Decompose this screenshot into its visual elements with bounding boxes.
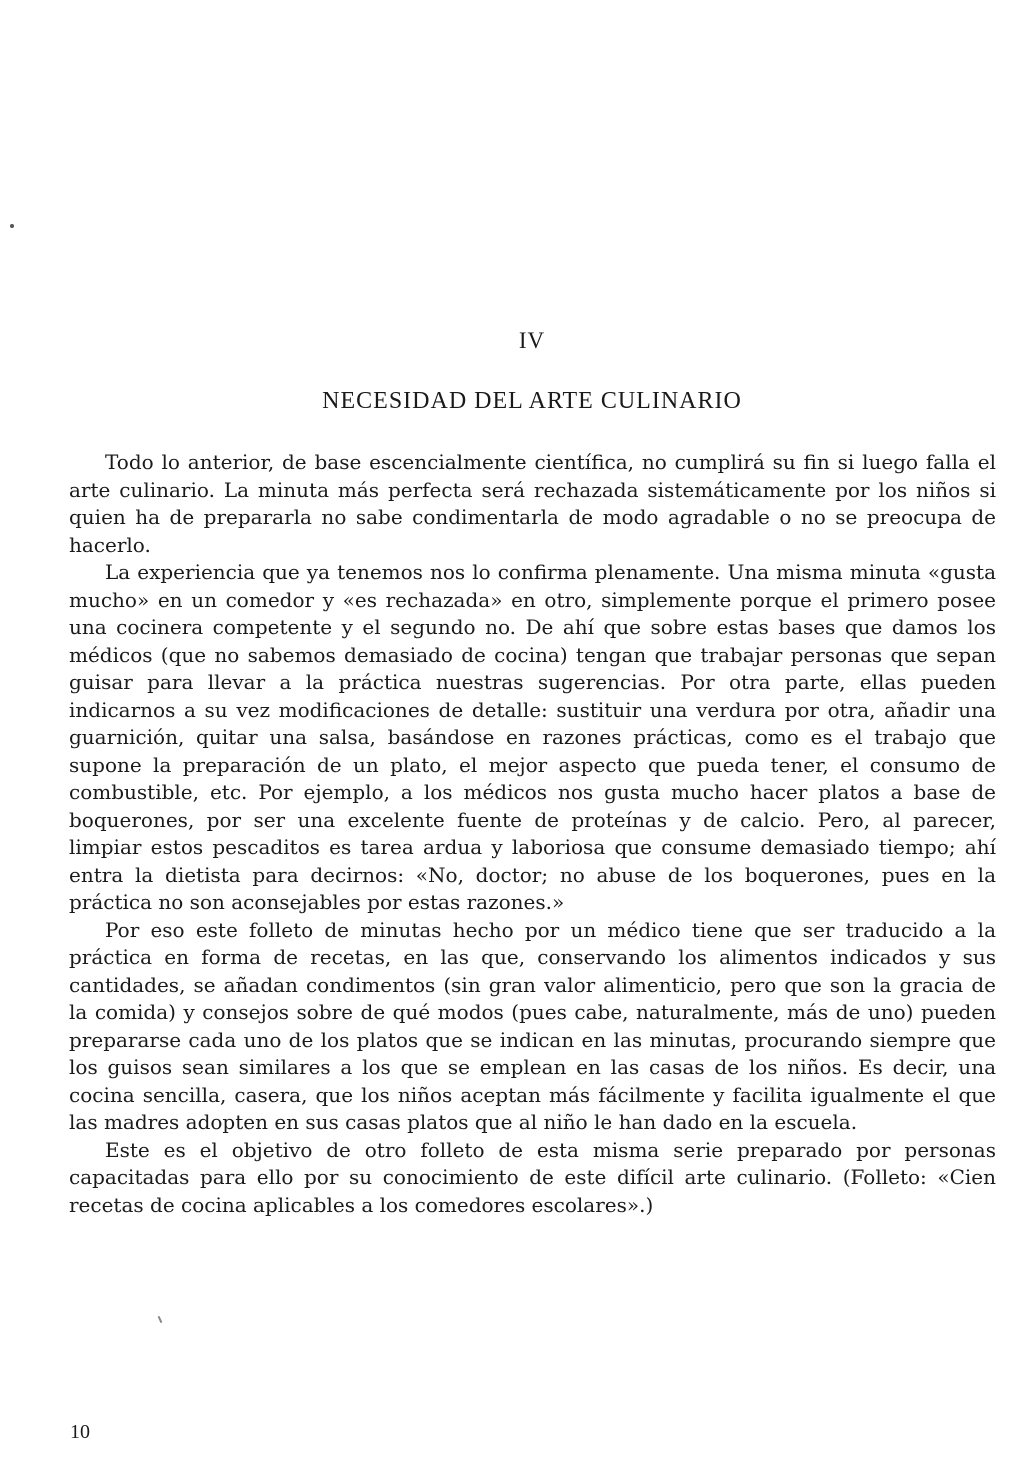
chapter-body bbox=[69, 449, 996, 1219]
paragraph-3: Por eso este folleto de minutas hecho por un médico tiene que ser traducido a la práctica en forma de recetas, en las que, conservando los alimentos indicados y sus cantidades, se añadan condimentos (sin gran valor alimenticio, pero que son la gracia de la comida) y consejos sobre de qué modos (pues cabe, naturalmente, más de uno) pueden prepararse cada uno de los platos que se indican en las minutas, procurando siempre que los guisos sean similares a los que se emplean en las casas de los niños. Es decir, una cocina sencilla, casera, que los niños aceptan más fácilmente y facilita igualmente el que las madres adopten en sus casas platos que al niño le han dado en la escuela. bbox=[69, 917, 996, 1134]
stray-ink-mark bbox=[158, 1316, 163, 1323]
paragraph-2: La experiencia que ya tenemos nos lo confirma plenamente. Una misma minuta «gusta mucho» en un comedor y «es rechazada» en otro, simplemente porque el primero posee una cocinera competente y el segundo no. De ahí que sobre estas bases que damos los médicos (que no sabemos demasiado de cocina) tengan que trabajar personas que sepan guisar para llevar a la práctica nuestras sugerencias. Por otra parte, ellas pueden indicarnos a su vez modificaciones de detalle: sustituir una verdura por otra, añadir una guarnición, quitar una salsa, basándose en razones prácticas, como es el trabajo que supone la preparación de un plato, el mejor aspecto que pueda tener, el consumo de combustible, etc. Por ejemplo, a los médicos nos gusta mucho hacer platos a base de boquerones, por ser una excelente fuente de proteínas y de calcio. Pero, al parecer, limpiar estos pescaditos es tarea ardua y laboriosa que consume demasiado tiempo; ahí entra la dietista para decirnos: «No, doctor; no abuse de los boquerones, pues en la práctica no son aconsejables por estas razones.» bbox=[69, 560, 996, 914]
page-number: 10 bbox=[70, 1421, 90, 1443]
chapter-number: IV bbox=[518, 328, 546, 353]
stray-ink-dot bbox=[10, 224, 14, 228]
paragraph-1: Todo lo anterior, de base escencialmente científica, no cumplirá su fin si luego falla el arte culinario. La minuta más perfecta será rechazada sistemáticamente por los niños si quien ha de prepararla no sabe condimentarla de modo agradable o no se preocupa de hacerlo. bbox=[69, 450, 996, 557]
chapter-title: NECESIDAD DEL ARTE CULINARIO bbox=[322, 388, 742, 414]
paragraph-4: Este es el objetivo de otro folleto de esta misma serie preparado por personas capacitadas para ello por su conocimiento de este difícil arte culinario. (Folleto: «Cien recetas de cocina aplicables a los comedores escolares».) bbox=[69, 1137, 996, 1217]
